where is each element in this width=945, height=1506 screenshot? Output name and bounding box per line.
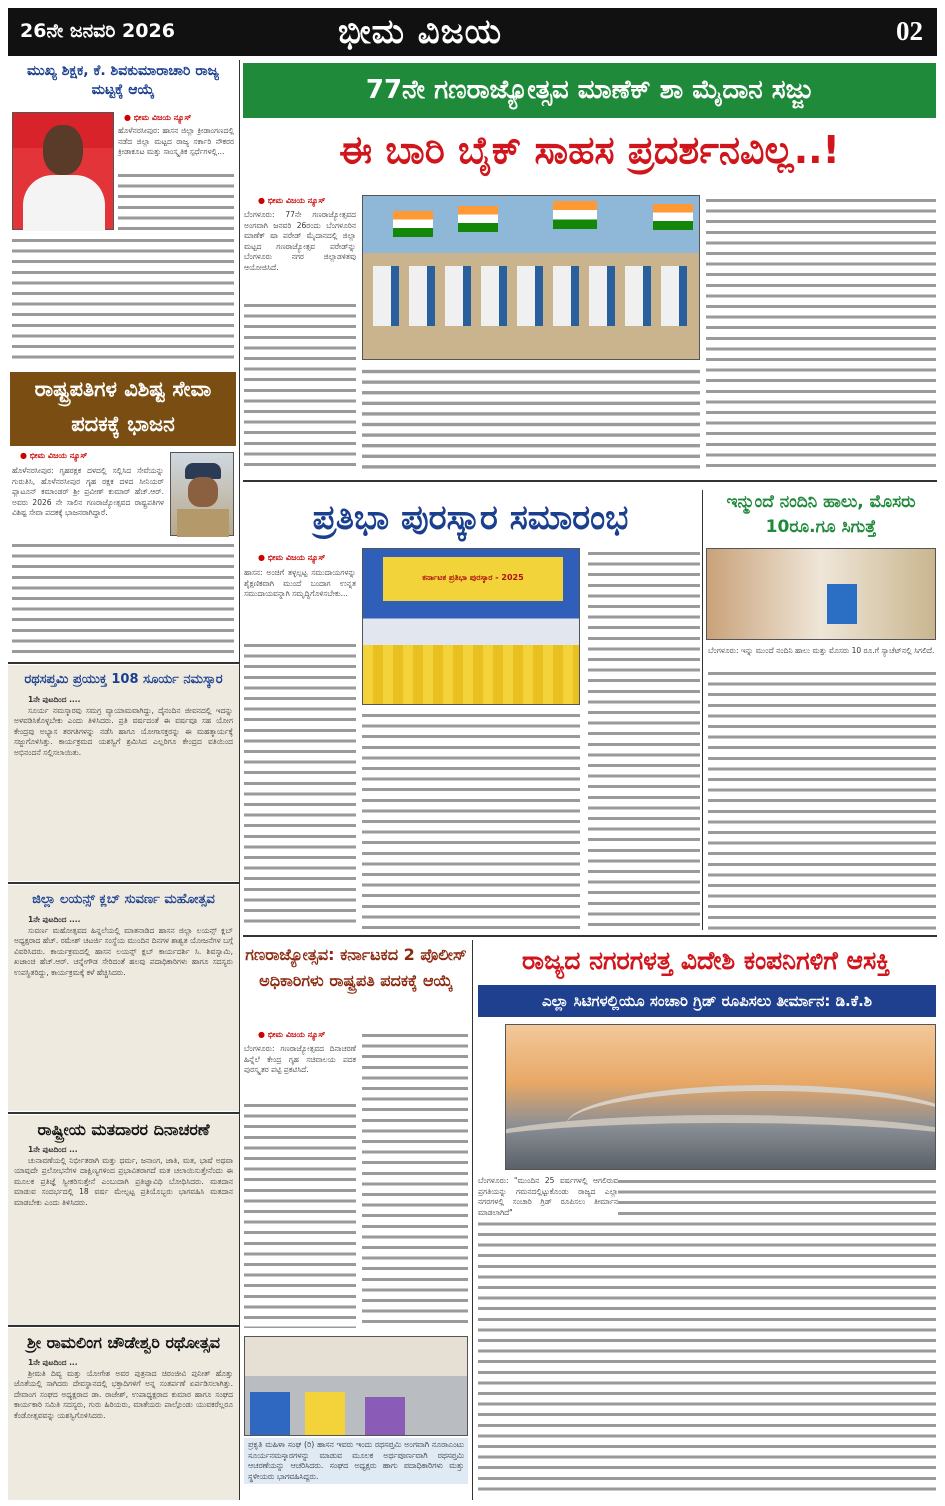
- article-text: [12, 540, 234, 658]
- police-lead: ಹೊಳೆನರಸೀಪುರ: ಗೃಹರಕ್ಷಕ ದಳದಲ್ಲಿ ಸಲ್ಲಿಸಿದ ಸೇವೆಯನ್ನು ಗುರುತಿಸಿ, ಹೊಳೆನರಸೀಪುರ ಗೃಹ ರಕ್ಷಕ ದಳದ ಸೀನಿಯರ್ ಪ್ಲಾಟೂನ್ ಕಮಾಂಡರ್ ಶ್ರೀ ಪ್ರವೀಣ್ ಕುಮಾರ್ ಹೆಚ್.ಆರ್. ಅವರು 2026 ನೇ ಸಾಲಿನ ಗಣರಾಜ್ಯೋತ್ಸವದ ರಾಷ್ಟ್ರಪತಿಗಳ ವಿಶಿಷ್ಟ ಸೇವಾ ಪದಕಕ್ಕೆ ಭಾಜನರಾಗಿದ್ದಾರೆ.: [12, 466, 164, 518]
- news-brief: [8, 665, 239, 881]
- news-brief: [8, 885, 239, 1111]
- byline: ● ಭೀಮ ವಿಜಯ ನ್ಯೂಸ್: [124, 113, 191, 123]
- news-brief: [8, 1115, 239, 1325]
- news-brief: [8, 1328, 239, 1500]
- article-text: [244, 300, 356, 470]
- cities-lead: ಬೆಂಗಳೂರು: "ಮುಂದಿನ 25 ವರ್ಷಗಳಲ್ಲಿ ಆಗಲಿರುವ ಪ್ರಗತಿಯನ್ನು ಗಮನದಲ್ಲಿಟ್ಟುಕೊಂಡು ರಾಜ್ಯದ ಎಲ್ಲಾ ನಗರಗಳಲ್ಲಿ ಸಂಚಾರಿ ಗ್ರಿಡ್ ರೂಪಿಸಲು ತೀರ್ಮಾನ ಮಾಡಲಾಗಿದೆ": [478, 1176, 618, 1217]
- teacher-lead: ಹೊಳೆನರಸೀಪುರ: ಹಾಸನ ಜಿಲ್ಲಾ ಕ್ರೀಡಾಂಗಣದಲ್ಲಿ ನಡೆದ ಜಿಲ್ಲಾ ಮಟ್ಟದ ರಾಜ್ಯ ಸರ್ಕಾರಿ ನೌಕರರ ಕ್ರೀಡಾಕೂಟ ಮತ್ತು ಸಾಂಸ್ಕೃತಿಕ ಸ್ಪರ್ಧೆಗಳಲ್ಲಿ...: [118, 126, 234, 157]
- article-text: [118, 170, 234, 232]
- article-text: [244, 1100, 356, 1328]
- police-medal-headline: ಗಣರಾಜ್ಯೋತ್ಸವ: ಕರ್ನಾಟಕದ 2 ಪೊಲೀಸ್ ಅಧಿಕಾರಿಗಳು ರಾಷ್ಟ್ರಪತಿ ಪದಕಕ್ಕೆ ಆಯ್ಕೆ: [245, 945, 467, 990]
- teacher-headline: ಮುಖ್ಯ ಶಿಕ್ಷಕ, ಕೆ. ಶಿವಕುಮಾರಾಚಾರಿ ರಾಜ್ಯ ಮಟ್ಟಕ್ಕೆ ಆಯ್ಕೆ: [26, 63, 220, 98]
- continued-from: 1ನೇ ಪುಟದಿಂದ ....: [28, 915, 81, 924]
- article-text: [362, 366, 700, 470]
- brief-text: ಶ್ರೀಮತಿ ದಿವ್ಯ ಮತ್ತು ಯೋಗೇಶ ಅವರ ಪುತ್ರನಾದ ಚಿರಂಜೀವಿ ಪುನೀತ್ ಹೊತ್ತು ಜೊತೆಯಲ್ಲಿ ಸಾಗಿದರು ದೇವಸ್ಥಾನದಲ್ಲಿ ಭಕ್ತಾದಿಗಳಿಗೆ ಅನ್ನ ಸಂತರ್ಪಣೆ ಏರ್ಪಡಿಸಲಾಗಿತ್ತು. ದೇವಾಂಗ ಸಂಘದ ಅಧ್ಯಕ್ಷರಾದ ಡಾ. ರಾಜೇಶ್, ಉಪಾಧ್ಯಕ್ಷರಾದ ಕುಮಾರ ಹಾಗೂ ಸಂಘದ ಕಾರ್ಯಕಾರಿ ಸಮಿತಿ ಸದಸ್ಯರು, ಗುರು ಹಿರಿಯರು, ಮಾತೆಯರು ಪಾಲ್ಗೊಂಡು ಯುವಕರೆಲ್ಲರೂ ಕೆಂಡೋತ್ಸವವನ್ನು ಯಶಸ್ವಿಗೊಳಿಸಿದರು.: [14, 1368, 233, 1420]
- police-headline: ರಾಷ್ಟ್ರಪತಿಗಳ ವಿಶಿಷ್ಟ ಸೇವಾ ಪದಕಕ್ಕೆ ಭಾಜನ: [10, 372, 236, 446]
- pratibha-headline: ಪ್ರತಿಭಾ ಪುರಸ್ಕಾರ ಸಮಾರಂಭ: [312, 498, 629, 538]
- article-text: [12, 235, 234, 363]
- stage-banner: ಕರ್ನಾಟಕ ಪ್ರತಿಭಾ ಪುರಸ್ಕಾರ - 2025: [383, 557, 563, 601]
- column-divider: [702, 490, 703, 930]
- nandini-headline: ಇನ್ಮುಂದೆ ನಂದಿನಿ ಹಾಲು, ಮೊಸರು 10ರೂ.ಗೂ ಸಿಗುತ್ತೆ: [726, 492, 916, 537]
- divider: [243, 935, 937, 937]
- police-medal-lead: ಬೆಂಗಳೂರು: ಗಣರಾಜ್ಯೋತ್ಸವದ ದಿನಾಚರಣೆ ಹಿನ್ನೆಲೆ ಕೇಂದ್ರ ಗೃಹ ಸಚಿವಾಲಯ ಪದಕ ಪುರಸ್ಕೃತರ ಪಟ್ಟಿ ಪ್ರಕಟಿಸಿದೆ.: [244, 1044, 356, 1075]
- cities-subheadline: ಎಲ್ಲಾ ಸಿಟಿಗಳಲ್ಲಿಯೂ ಸಂಚಾರಿ ಗ್ರಿಡ್ ರೂಪಿಸಲು ತೀರ್ಮಾನ: ಡಿ.ಕೆ.ಶಿ: [478, 985, 936, 1017]
- nandini-launch-photo: [706, 548, 936, 640]
- continued-from: 1ನೇ ಪುಟದಿಂದ ...: [28, 1145, 78, 1154]
- article-text: [706, 195, 936, 470]
- brief-headline: ಜಿಲ್ಲಾ ಲಯನ್ಸ್ ಕ್ಲಬ್ ಸುವರ್ಣ ಮಹೋತ್ಸವ: [32, 892, 215, 907]
- article-text: [362, 1030, 468, 1328]
- page-number: 02: [896, 16, 923, 46]
- article-text: [478, 1176, 936, 1498]
- column-divider: [239, 60, 240, 1500]
- brief-text: ಚುನಾವಣೆಯಲ್ಲಿ ನಿರ್ಭೀತರಾಗಿ ಮತ್ತು ಧರ್ಮ, ಜನಾಂಗ, ಜಾತಿ, ಮತ, ಭಾಷೆ ಅಥವಾ ಯಾವುದೇ ಪ್ರಲೋಭನೆಗಳ ದಾಕ್ಷಿಣ್ಯಗಳಿಂದ ಪ್ರಭಾವಿತರಾಗದೆ ಮತ ಚಲಾಯಿಸುತ್ತೇನೆಂದು ಈ ಮೂಲಕ ಪ್ರತಿಜ್ಞೆ ಸ್ವೀಕರಿಸುತ್ತೇನೆ ಎಂಬುದಾಗಿ ಪ್ರತಿಜ್ಞಾವಿಧಿ ಬೋಧಿಸಿದರು. ಮತದಾನ ಮಾಡುವ ಸಂದರ್ಭದಲ್ಲಿ 18 ವರ್ಷ ಮೇಲ್ಪಟ್ಟ ಪ್ರತಿಯೊಬ್ಬರು ಭಾಗವಹಿಸಿ ಮತದಾನ ಮಾಡಬೇಕು ಎಂದು ತಿಳಿಸಿದರು.: [14, 1155, 233, 1207]
- byline: ● ಭೀಮ ವಿಜಯ ನ್ಯೂಸ್: [20, 451, 87, 461]
- brief-text: ಸೂರ್ಯ ನಮಸ್ಕಾರವು ಸಮಗ್ರ ವ್ಯಾಯಾಮವಾಗಿದ್ದು, ದೈನಂದಿನ ಜೀವನದಲ್ಲಿ ಇದನ್ನು ಅಳವಡಿಸಿಕೊಳ್ಳಬೇಕು ಎಂದು ತಿಳಿಸಿದರು. ಪ್ರತಿ ವರ್ಷದಂತೆ ಈ ವರ್ಷವೂ ಸಹ ಯೋಗ ಕೇಂದ್ರವು ಅಭ್ಯಾಸ ತರಗತಿಗಳನ್ನು ನಡೆಸಿ ಹಾಗೂ ಯೋಗಾಸಕ್ತರನ್ನು ಈ ಮಹತ್ಕಾರ್ಯಕ್ಕೆ ಸಜ್ಜುಗೊಳಿಸಿತ್ತು. ಕಾರ್ಯಕ್ರಮದ ಯಶಸ್ವಿಗೆ ಶ್ರಮಿಸಿದ ಎಲ್ಲರಿಗೂ ಕೇಂದ್ರದ ವತಿಯಿಂದ ಅಭಿನಂದನೆ ಸಲ್ಲಿಸಲಾಯಿತು.: [14, 705, 233, 757]
- divider: [8, 662, 239, 664]
- brief-headline: ಶ್ರೀ ರಾಮಲಿಂಗ ಚೌಡೇಶ್ವರಿ ರಥೋತ್ಸವ: [27, 1333, 220, 1352]
- teacher-photo: [12, 112, 114, 230]
- divider: [8, 1325, 239, 1327]
- issue-date: 26ನೇ ಜನವರಿ 2026: [20, 20, 175, 42]
- cities-headline: ರಾಜ್ಯದ ನಗರಗಳತ್ತ ವಿದೇಶಿ ಕಂಪನಿಗಳಿಗೆ ಆಸಕ್ತಿ: [521, 946, 891, 975]
- newspaper-logo: ಭೀಮ ವಿಜಯ: [338, 12, 503, 52]
- yoga-photo-caption: ಪ್ರಕೃತಿ ಮಹಿಳಾ ಸಂಘ (ರಿ) ಹಾಸನ ಇವರು ಇಂದು ರಥಸಪ್ತಮಿ ಅಂಗವಾಗಿ ನೂರಾಎಂಟು ಸೂರ್ಯನಮಸ್ಕಾರಗಳನ್ನು ಮಾಡುವ ಮೂಲಕ ಅರ್ಥಪೂರ್ಣವಾಗಿ ರಥಸಪ್ತಮಿ ಆಚರಣೆಯನ್ನು ಆಚರಿಸಿದರು. ಸಂಘದ ಅಧ್ಯಕ್ಷರು ಹಾಗು ಪದಾಧಿಕಾರಿಗಳು ಮತ್ತು ಸ್ಥಳೀಯರು ಭಾಗವಹಿಸಿದ್ದರು.: [244, 1438, 468, 1484]
- lead-story-lead: ಬೆಂಗಳೂರು: 77ನೇ ಗಣರಾಜ್ಯೋತ್ಸವದ ಅಂಗವಾಗಿ ಜನವರಿ 26ರಂದು ಬೆಂಗಳೂರಿನ ಮಾಣೆಕ್ ಷಾ ಪರೇಡ್ ಮೈದಾನದಲ್ಲಿ ಜಿಲ್ಲಾ ಮಟ್ಟದ ಗಣರಾಜ್ಯೋತ್ಸವ ಪರೇಡ್‌ನ್ನು ಬೆಂಗಳೂರು ನಗರ ಜಿಲ್ಲಾಡಳಿತವು ಆಯೋಜಿಸಿದೆ.: [244, 210, 356, 272]
- divider: [8, 1112, 239, 1114]
- continued-from: 1ನೇ ಪುಟದಿಂದ ...: [28, 1358, 78, 1367]
- article-text: [708, 668, 936, 930]
- lead-headline: ಈ ಬಾರಿ ಬೈಕ್ ಸಾಹಸ ಪ್ರದರ್ಶನವಿಲ್ಲ..!: [339, 128, 840, 172]
- lead-banner: 77ನೇ ಗಣರಾಜ್ಯೋತ್ಸವ ಮಾಣೆಕ್ ಶಾ ಮೈದಾನ ಸಜ್ಜು: [243, 63, 936, 118]
- divider: [243, 480, 937, 482]
- byline: ● ಭೀಮ ವಿಜಯ ನ್ಯೂಸ್: [258, 553, 325, 563]
- article-text: [244, 640, 356, 930]
- officer-photo: [170, 452, 234, 536]
- article-text: [588, 548, 700, 930]
- parade-photo: [362, 195, 700, 360]
- nandini-lead: ಬೆಂಗಳೂರು: ಇನ್ನು ಮುಂದೆ ನಂದಿನಿ ಹಾಲು ಮತ್ತು ಮೊಸರು 10 ರೂ.ಗೆ ಸ್ಯಾಚೆಟ್‌ನಲ್ಲಿ ಸಿಗಲಿದೆ.: [708, 646, 935, 655]
- brief-headline: ರಥಸಪ್ತಮಿ ಪ್ರಯುಕ್ತ 108 ಸೂರ್ಯ ನಮಸ್ಕಾರ: [24, 672, 223, 687]
- article-text: [362, 710, 580, 930]
- continued-from: 1ನೇ ಪುಟದಿಂದ ....: [28, 695, 81, 704]
- brief-headline: ರಾಷ್ಟ್ರೀಯ ಮತದಾರರ ದಿನಾಚರಣೆ: [37, 1120, 210, 1139]
- byline: ● ಭೀಮ ವಿಜಯ ನ್ಯೂಸ್: [258, 1030, 325, 1040]
- brief-text: ಸುವರ್ಣ ಮಹೋತ್ಸವದ ಹಿನ್ನಲೆಯಲ್ಲಿ ಮಾತನಾಡಿದ ಹಾಸನ ಜಿಲ್ಲಾ ಲಯನ್ಸ್ ಕ್ಲಬ್ ಅಧ್ಯಕ್ಷರಾದ ಹೆಚ್. ರಮೇಶ್ ಚಟರ್ಜಿ ಸಂಸ್ಥೆಯ ಮುಂದಿನ ದಿನಗಳ ಶಾಶ್ವತ ಯೋಜನೆಗಳ ಬಗ್ಗೆ ವಿವರಿಸಿದರು. ಕಾರ್ಯಕ್ರಮದಲ್ಲಿ ಹಾಸನ ಲಯನ್ಸ್ ಕ್ಲಬ್ ಕಾರ್ಯದರ್ಶಿ ಸಿ. ಶಿವಸ್ವಾಮಿ, ಖಜಾಂಚಿ ಹೆಚ್.ಆರ್. ಚನ್ನೇಗೌಡ ಸೇರಿದಂತೆ ಹಲವು ಪದಾಧಿಕಾರಿಗಳು ಹಾಗೂ ಸದಸ್ಯರು ಉಪಸ್ಥಿತರಿದ್ದು, ಕಾರ್ಯಕ್ರಮಕ್ಕೆ ಕಳೆ ಹೆಚ್ಚಿಸಿದರು.: [14, 925, 233, 977]
- masthead: [8, 8, 937, 56]
- yoga-photo: [244, 1336, 468, 1436]
- divider: [8, 882, 239, 884]
- ceremony-photo: [362, 548, 580, 705]
- highway-photo: [505, 1024, 936, 1170]
- column-divider: [472, 940, 473, 1500]
- byline: ● ಭೀಮ ವಿಜಯ ನ್ಯೂಸ್: [258, 196, 325, 206]
- pratibha-lead: ಹಾಸನ: ಅಂಚಿಗೆ ತಳ್ಳಲ್ಪಟ್ಟ ಸಮುದಾಯಗಳನ್ನು ಶೈಕ್ಷಣಿಕವಾಗಿ ಮುಂದೆ ಬಂದಾಗ ಉನ್ನತ ಸಮುದಾಯವನ್ನಾಗಿ ಸಮೃದ್ಧಿಗೊಳಿಸಬೇಕು...: [244, 568, 356, 599]
